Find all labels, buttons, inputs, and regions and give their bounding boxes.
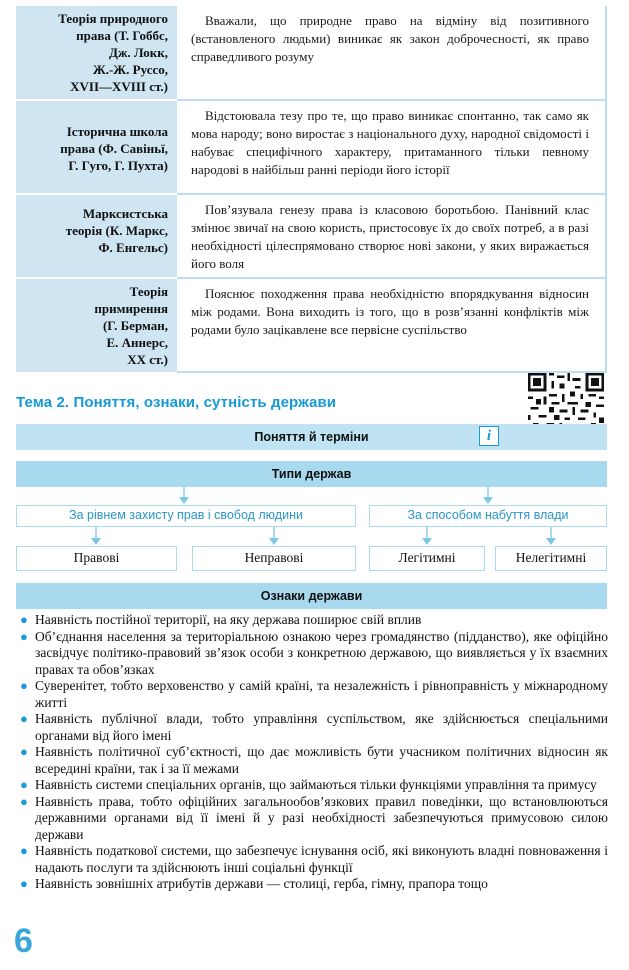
theory-name-line: теорія (К. Маркс, [65,223,168,238]
list-item-text: Наявність політичної суб’єктності, що дає можливість бути учасником політичних відносин як всередині країни, так і за її межами [35,744,608,776]
bullet-icon: ● [20,628,28,644]
topic-title: Тема 2. Поняття, ознаки, сутність держави [16,394,337,411]
theory-name-line: Теорія природного [58,11,168,26]
theory-name-line: Ж.-Ж. Руссо, [92,62,168,77]
theory-name [16,278,177,372]
theory-row [16,278,606,372]
list-item-text: Наявність податкової системи, що забезпечує існування осіб, які виконують владні повноваження і надають послуги та здійснюють інші соціальні функції [35,843,608,875]
theory-description: Вважали, що природне право на відміну від позитивного (встановленого людьми) виникає як закон доброчесності, як право справедливого розуму [177,6,606,100]
list-item [20,711,608,744]
list-item-text: Наявність публічної влади, тобто управління суспільством, яке здійснюється спеціальними органами від його імені [35,711,608,743]
state-types-bar: Типи держав [16,461,607,487]
bullet-icon: ● [20,678,28,693]
theory-name-line: Історична школа [66,124,168,139]
list-item [20,678,608,711]
bullet-icon: ● [20,744,28,759]
list-item-text: Наявність зовнішніх атрибутів держави — столиці, герба, гімну, прапора тощо [35,876,488,891]
state-signs-list [20,612,608,893]
list-item [20,612,608,629]
type-illegitimate-state: Нелегітимні [495,546,607,571]
theory-description: Відстоювала тезу про те, що право виникає спонтанно, так само як мова народу; воно виростає з національного духу, народної свідомості і набуває специфічного характеру, притаманного тільки певному народові в найбільш ранні періоди його історії [177,100,606,194]
theory-description: Пов’язувала генезу права із класовою боротьбою. Панівний клас змінює звичаї на свою користь, пристосовує їх до своїх потреб, а в разі необхідності цілеспрямовано створює нові закони, у яких виражається його воля [177,194,606,278]
info-icon[interactable]: i [479,426,499,446]
theory-name-line: права (Т. Гоббс, [76,28,168,43]
theory-name-line: (Г. Берман, [102,318,168,333]
list-item [20,777,608,794]
list-item-text: Об’єднання населення за територіальною ознакою через громадянство (підданство), яке офіційно засвідчує політико-правовий зв’язок особи з конкретною державою, що виявляється у їх взаємних правах та обов’язках [35,628,608,677]
page-number: 6 [14,922,33,960]
list-item-text: Наявність постійної території, на яку держава поширює свій вплив [35,612,422,627]
list-item-text: Суверенітет, тобто верховенство у самій країні, та незалежність і рівноправність у міжнародному житті [35,678,608,710]
list-item [20,794,608,844]
theory-name-line: примирення [94,301,168,316]
category-rights-protection: За рівнем захисту прав і свобод людини [16,505,356,527]
bullet-icon: ● [20,876,28,891]
list-item [20,843,608,876]
theory-name [16,100,177,194]
state-signs-bar: Ознаки держави [16,583,607,609]
concepts-terms-bar[interactable] [16,424,607,450]
theory-description: Пояснює походження права необхідністю впорядкування відносин між родами. Вона виходить із того, що в розв’язанні конфліктів між родами було зацікавлене все первісне суспільство [177,278,606,372]
type-legitimate-state: Легітимні [369,546,485,571]
list-item [20,876,608,893]
list-item-text: Наявність права, тобто офіційних загальнообов’язкових правил поведінки, що встановлюються державними органами від її імені й у разі необхідності забезпечуються примусовою силою держави [35,793,608,842]
bullet-icon: ● [20,777,28,792]
type-legal-state: Правові [16,546,177,571]
type-non-legal-state: Неправові [192,546,356,571]
theories-table [16,6,607,373]
theory-row [16,6,606,100]
concepts-terms-label: Поняття й терміни [254,430,369,444]
theory-row [16,100,606,194]
theory-row [16,194,606,278]
theory-name-line: Марксистська [82,206,168,221]
theory-name-line: Г. Гуго, Г. Пухта) [68,158,168,173]
theory-name-line: Теорія [129,284,168,299]
bullet-icon: ● [20,711,28,726]
theory-name-line: Ф. Енгельс) [98,240,168,255]
theory-name-line: Е. Аннерс, [106,335,168,350]
theory-name-line: права (Ф. Савіньї, [60,141,168,156]
category-power-acquisition: За способом набуття влади [369,505,607,527]
bullet-icon: ● [20,612,28,627]
theory-name-line: XVII—XVIII ст.) [70,79,168,94]
bullet-icon: ● [20,843,28,858]
theory-name [16,194,177,278]
theory-name-line: Дж. Локк, [109,45,168,60]
list-item-text: Наявність системи спеціальних органів, що займаються тільки функціями управління та примусу [35,777,597,792]
bullet-icon: ● [20,793,28,809]
theory-name [16,6,177,100]
theory-name-line: XX ст.) [127,352,168,367]
list-item [20,744,608,777]
list-item [20,629,608,679]
